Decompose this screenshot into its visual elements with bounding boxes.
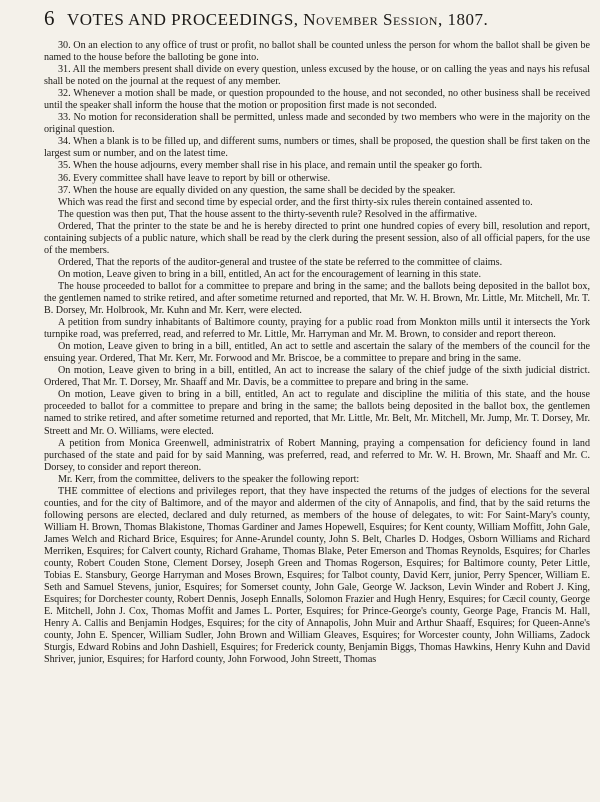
- paragraph: A petition from Monica Greenwell, administratrix of Robert Manning, praying a compensation for deficiency found in land purchased of the state and paid for by said Manning, was preferred, read, and referred to Mr. W. H. Brown, Mr. Shaaff and Mr. C. Dorsey, to consider and report thereon.: [44, 437, 590, 473]
- paragraph: Ordered, That the printer to the state be and he is hereby directed to print one hundred copies of every bill, resolution and report, containing subjects of a public nature, which shall be read by the clerk during the present session, also of all official papers, for the use of the members.: [44, 220, 590, 256]
- paragraph: 35. When the house adjourns, every member shall rise in his place, and remain until the speaker go forth.: [58, 160, 483, 172]
- paragraph: 32. Whenever a motion shall be made, or question propounded to the house, and not seconded, no other business shall be received until the speaker shall inform the house that the motion or proposition first made is not seconded.: [44, 88, 590, 112]
- paragraph: The question was then put, That the house assent to the thirty-seventh rule? Resolved in the affirmative.: [58, 208, 477, 220]
- paragraph: 36. Every committee shall have leave to report by bill or otherwise.: [58, 172, 331, 184]
- paragraph: 37. When the house are equally divided on any question, the same shall be decided by the speaker.: [58, 184, 456, 196]
- paragraph: A petition from sundry inhabitants of Baltimore county, praying for a public road from Monkton mills until it intersects the York turnpike road, was preferred, read, and referred to Mr. Little, Mr. Harryman and Mr. M. Brown, to consider and report thereon.: [44, 317, 590, 341]
- body-text: [44, 40, 590, 666]
- paragraph: On motion, Leave given to bring in a bill, entitled, An act to regulate and discipline the militia of this state, and the house proceeded to ballot for a committee to prepare and bring in the same; the ballots being deposited in the ballot box, the gentlemen named to strike retired, and after sometime returned and reported, that Mr. Little, Mr. Belt, Mr. Mitchell, Mr. Jump, Mr. T. Dorsey, Mr. Streett and Mr. O. Williams, were elected.: [44, 389, 590, 437]
- paragraph: On motion, Leave given to bring in a bill, entitled, An act to increase the salary of the chief judge of the sixth judicial district. Ordered, That Mr. T. Dorsey, Mr. Shaaff and Mr. Davis, be a committee to prepare and bring in the same.: [44, 365, 590, 389]
- paragraph: On motion, Leave given to bring in a bill, entitled, An act for the encouragement of learning in this state.: [58, 268, 481, 280]
- paragraph: THE committee of elections and privileges report, that they have inspected the returns of the judges of elections for the several counties, and for the city of Baltimore, and of the mayor and aldermen of the city of Annapolis, and find, that by the said returns the following persons are elected, declared and duly returned, as members of the house of delegates, to wit: For Saint-Mary's county, William H. Brown, Thomas Blakistone, Thomas Gardiner and James Hopewell, Esquires; for Kent county, William Moffitt, John Gale, James Welch and Richard Brice, Esquires; for Anne-Arundel county, John S. Belt, Charles D. Hodges, Osborn Williams and Richard Merriken, Esquires; for Calvert county, Richard Grahame, Thomas Blake, Peter Emerson and Thomas Reynolds, Esquires; for Charles county, Robert Couden Stone, Clement Dorsey, Joseph Green and Thomas Rogerson, Esquires; for Baltimore county, Peter Little, Tobias E. Stansbury, George Harryman and Moses Brown, Esquires; for Talbot county, David Kerr, junior, Perry Spencer, William E. Seth and Samuel Stevens, junior, Esquires; for Somerset county, John Gale, George W. Jackson, Levin Winder and Robert J. King, Esquires; for Dorchester county, Robert Dennis, Joseph Ennalls, Solomon Frazier and Hugh Henry, Esquires; for Cæcil county, George E. Mitchell, John J. Cox, Thomas Moffit and James L. Porter, Esquires; for Prince-George's county, George Page, Francis M. Hall, Henry A. Callis and Benjamin Hodges, Esquires; for the city of Annapolis, John Muir and Arthur Shaaff, Esquires; for Queen-Anne's county, John E. Spencer, William Sudler, John Brown and William Gleaves, Esquires; for Worcester county, John Williams, Zadock Sturgis, Edward Robins and John Dashiell, Esquires; for Frederick county, Benjamin Biggs, Thomas Hawkins, Henry Kuhn and David Shriver, junior, Esquires; for Harford county, John Forwood, John Streett, Thomas: [44, 485, 590, 666]
- paragraph: On motion, Leave given to bring in a bill, entitled, An act to settle and ascertain the salary of the members of the council for the ensuing year. Ordered, That Mr. Kerr, Mr. Forwood and Mr. Briscoe, be a committee to prepare and bring in the same.: [44, 341, 590, 365]
- paragraph: 34. When a blank is to be filled up, and different sums, numbers or times, shall be proposed, the question shall be first taken on the largest sum or number, and on the latest time.: [44, 136, 590, 160]
- page-number: 6: [44, 6, 55, 30]
- page-header: [44, 6, 590, 40]
- paragraph: Which was read the first and second time by especial order, and the first thirty-six rules therein contained assented to.: [58, 196, 533, 208]
- paragraph: 31. All the members present shall divide on every question, unless excused by the house, or on calling the yeas and nays his refusal shall be noted on the journal at the request of any member.: [44, 64, 590, 88]
- paragraph: 33. No motion for reconsideration shall be permitted, unless made and seconded by two members who were in the majority on the original question.: [44, 112, 590, 136]
- paragraph: Ordered, That the reports of the auditor-general and trustee of the state be referred to the committee of claims.: [58, 256, 503, 268]
- paragraph: Mr. Kerr, from the committee, delivers to the speaker the following report:: [58, 473, 360, 485]
- paragraph: 30. On an election to any office of trust or profit, no ballot shall be counted unless the person for whom the ballot shall be given be named to the house before the balloting be gone into.: [44, 40, 590, 64]
- running-head: VOTES AND PROCEEDINGS, November Session, 1807.: [67, 10, 489, 29]
- paragraph: The house proceeded to ballot for a committee to prepare and bring in the same; and the ballots being deposited in the ballot box, the gentlemen named to strike retired, and after sometime returned and reported, that Mr. W. H. Brown, Mr. Little, Mr. Mitchell, Mr. T. B. Dorsey, Mr. Holbrook, Mr. Kuhn and Mr. Kerr, were elected.: [44, 280, 590, 317]
